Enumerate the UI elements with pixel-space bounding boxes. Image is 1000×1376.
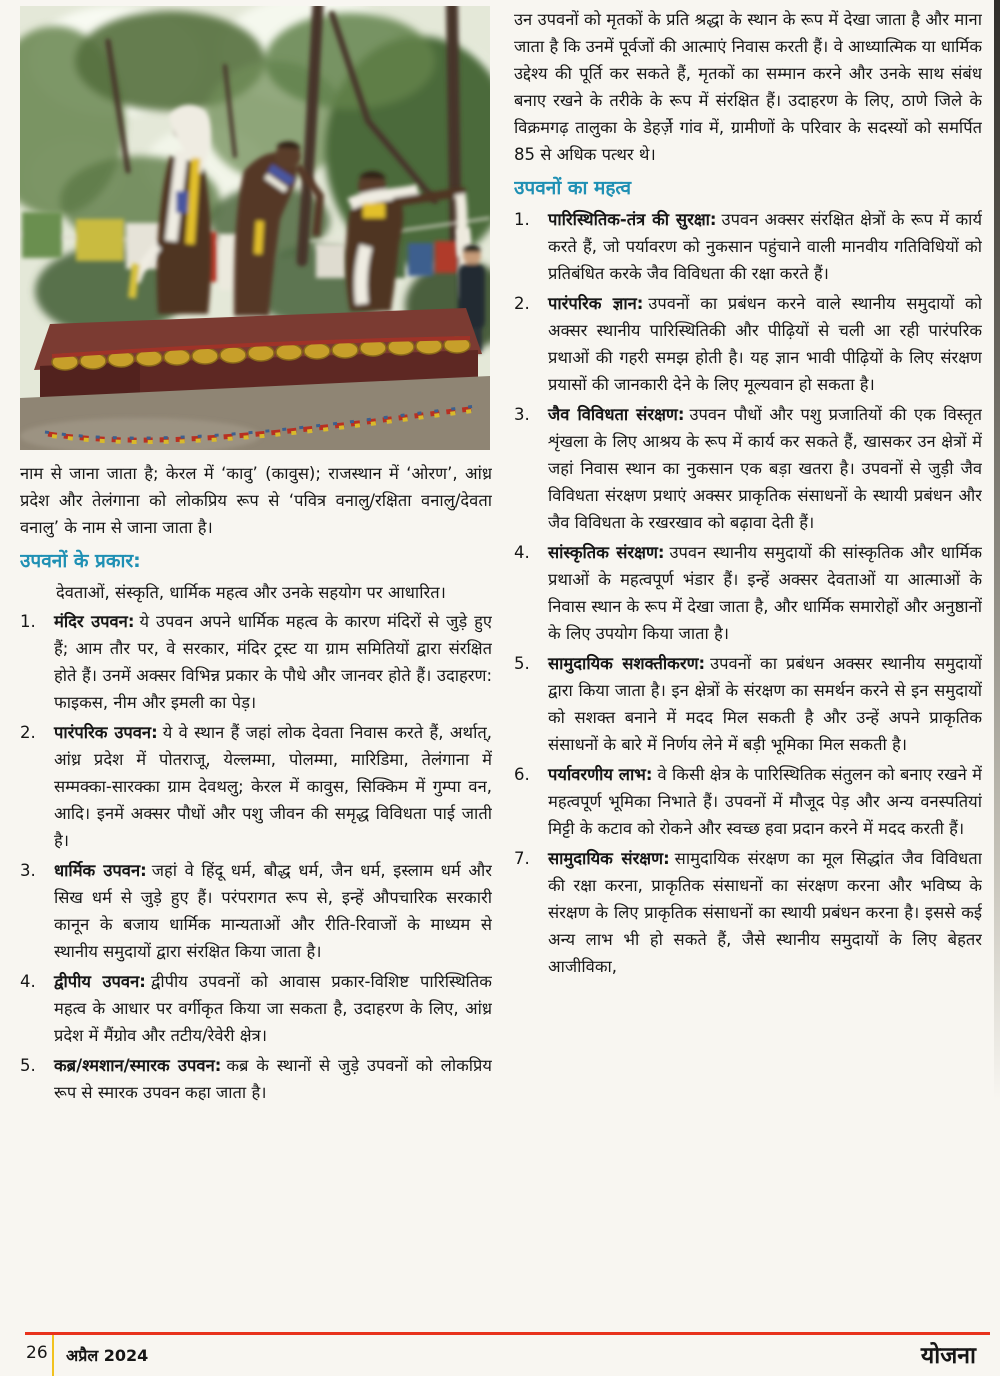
section-heading-types: उपवनों के प्रकार:: [20, 550, 141, 572]
list-item: [20, 968, 492, 1049]
list-item: [20, 719, 492, 854]
page-number: 26: [26, 1343, 48, 1363]
item-label: पारंपरिक उपवन:: [54, 723, 158, 742]
footer-divider: [52, 1335, 54, 1376]
item-number: 6.: [514, 765, 530, 784]
item-number: 5.: [20, 1056, 36, 1075]
list-item: [514, 539, 982, 647]
scan-edge-shadow: [994, 0, 1000, 1100]
item-text: द्वीपीय उपवनों को आवास प्रकार-विशिष्ट पारिस्थितिक महत्व के आधार पर वर्गीकृत किया जा सकता है, उदाहरण के लिए, आंध्र प्रदेश में मैंग्रोव और तटीय/रेवेरी क्षेत्र।: [54, 972, 492, 1045]
item-number: 3.: [20, 861, 36, 880]
item-text: ये उपवन अपने धार्मिक महत्व के कारण मंदिरों से जुड़े हुए हैं; आम तौर पर, वे सरकार, मंदिर ट्रस्ट या ग्राम समितियों द्वारा संरक्षित होते हैं। उनमें अक्सर विभिन्न प्रकार के पौधे और जानवर होते हैं। उदाहरण: फाइकस, नीम और इमली का पेड़।: [54, 612, 492, 712]
item-label: पारंपरिक ज्ञान:: [548, 294, 644, 313]
item-text: उपवन स्थानीय समुदायों की सांस्कृतिक और धार्मिक प्रथाओं के महत्वपूर्ण भंडार हैं। इन्हें अक्सर देवताओं या आत्माओं के निवास स्थान के रूप में देखा जाता है, और धार्मिक समारोहों और अनुष्ठानों के लिए उपयोग किया जाता है।: [548, 543, 982, 643]
item-number: 2.: [514, 294, 530, 313]
item-number: 3.: [514, 405, 530, 424]
item-number: 1.: [514, 210, 530, 229]
item-label: सामुदायिक संरक्षण:: [548, 849, 670, 868]
types-lead-paragraph: देवताओं, संस्कृति, धार्मिक महत्व और उनके सहयोग पर आधारित।: [56, 583, 446, 602]
sacred-grove-photo: [20, 6, 490, 450]
list-item: [20, 1052, 492, 1106]
list-item: [514, 761, 982, 842]
right-intro-paragraph: उन उपवनों को मृतकों के प्रति श्रद्धा के स्थान के रूप में देखा जाता है और माना जाता है कि उनमें पूर्वजों की आत्माएं निवास करती हैं। वे आध्यात्मिक या धार्मिक उद्देश्य की पूर्ति कर सकते हैं, मृतकों का सम्मान करने और उनके साथ संबंध बनाए रखने के तरीके के रूप में संरक्षित हैं। उदाहरण के लिए, ठाणे जिले के विक्रमगढ़ तालुका के डेहर्जे़ गांव में, ग्रामीणों के परिवार के सदस्यों को समर्पित 85 से अधिक पत्थर थे।: [514, 10, 982, 164]
item-text: कब्र के स्थानों से जुड़े उपवनों को लोकप्रिय रूप से स्मारक उपवन कहा जाता है।: [54, 1056, 492, 1102]
page-footer: [0, 1332, 1000, 1376]
item-label: सांस्कृतिक संरक्षण:: [548, 543, 665, 562]
list-item: [514, 290, 982, 398]
item-label: मंदिर उपवन:: [54, 612, 135, 631]
item-label: धार्मिक उपवन:: [54, 861, 147, 880]
item-label: जैव विविधता संरक्षण:: [548, 405, 685, 424]
item-label: पर्यावरणीय लाभ:: [548, 765, 653, 784]
section-heading-importance: उपवनों का महत्व: [514, 177, 632, 199]
importance-list: [514, 206, 982, 980]
item-text: उपवन पौधों और पशु प्रजातियों की एक विस्तृत शृंखला के लिए आश्रय के रूप में कार्य कर सकते हैं, खासकर उन क्षेत्रों में जहां निवास स्थान का नुकसान एक बड़ा खतरा है। उपवनों से जुड़ी जैव विविधता संरक्षण प्रथाएं अक्सर प्राकृतिक संसाधनों के स्थायी प्रबंधन और जैव विविधता के रखरखाव को बढ़ावा देती हैं।: [548, 405, 982, 532]
list-item: [514, 206, 982, 287]
item-text: उपवनों का प्रबंधन अक्सर स्थानीय समुदायों द्वारा किया जाता है। इन क्षेत्रों के संरक्षण का समर्थन करने से इन समुदायों को सशक्त बनाने में मदद मिल सकती है और उन्हें अपने प्राकृतिक संसाधनों के बारे में निर्णय लेने में बड़ी भूमिका मिल सकती है।: [548, 654, 982, 754]
list-item: [514, 401, 982, 536]
issue-date: अप्रैल 2024: [66, 1346, 149, 1365]
left-intro-paragraph: नाम से जाना जाता है; केरल में ‘कावु’ (कावुस); राजस्थान में ‘ओरण’, आंध्र प्रदेश और तेलंगाना को लोकप्रिय रूप से ‘पवित्र वनालु/रक्षिता वनालु/देवता वनालु’ के नाम से जाना जाता है।: [20, 464, 492, 537]
item-number: 4.: [514, 543, 530, 562]
left-column: [20, 6, 492, 1326]
item-number: 5.: [514, 654, 530, 673]
types-list: [20, 608, 492, 1106]
list-item: [514, 845, 982, 980]
item-label: कब्र/श्मशान/स्मारक उपवन:: [54, 1056, 222, 1075]
sacred-grove-photo-art: [20, 6, 490, 450]
item-text: सामुदायिक संरक्षण का मूल सिद्धांत जैव विविधता की रक्षा करना, प्राकृतिक संसाधनों का संरक्षण करना और भविष्य के संरक्षण के लिए प्राकृतिक संसाधनों का स्थायी प्रबंधन करना है। इससे कई अन्य लाभ भी हो सकते हैं, जैसे स्थानीय समुदायों के लिए बेहतर आजीविका,: [548, 849, 982, 976]
list-item: [20, 608, 492, 716]
item-text: वे किसी क्षेत्र के पारिस्थितिक संतुलन को बनाए रखने में महत्वपूर्ण भूमिका निभाते हैं। उपवनों में मौजूद पेड़ और अन्य वनस्पतियां मिट्टी के कटाव को रोकने और स्वच्छ हवा प्रदान करने में मदद करती हैं।: [548, 765, 982, 838]
right-column: [514, 6, 982, 1328]
item-number: 1.: [20, 612, 36, 631]
footer-rule: [25, 1332, 990, 1335]
item-label: सामुदायिक सशक्तीकरण:: [548, 654, 706, 673]
list-item: [20, 857, 492, 965]
item-label: पारिस्थितिक-तंत्र की सुरक्षा:: [548, 210, 717, 229]
item-number: 7.: [514, 849, 530, 868]
item-text: उपवन अक्सर संरक्षित क्षेत्रों के रूप में कार्य करते हैं, जो पर्यावरण को नुकसान पहुंचाने वाली मानवीय गतिविधियों को प्रतिबंधित करके जैव विविधता की रक्षा करते हैं।: [548, 210, 982, 283]
magazine-name: योजना: [920, 1342, 976, 1369]
item-number: 2.: [20, 723, 36, 742]
item-text: जहां वे हिंदू धर्म, बौद्ध धर्म, जैन धर्म, इस्लाम धर्म और सिख धर्म से जुड़े हुए हैं। परंपरागत रूप से, इन्हें औपचारिक सरकारी कानून के बजाय धार्मिक मान्यताओं और रीति-रिवाजों के माध्यम से स्थानीय समुदायों द्वारा संरक्षित किया जाता है।: [54, 861, 492, 961]
item-text: उपवनों का प्रबंधन करने वाले स्थानीय समुदायों को अक्सर स्थानीय पारिस्थितिकी और पीढ़ियों से चली आ रही पारंपरिक प्रथाओं की गहरी समझ होती है। यह ज्ञान भावी पीढ़ियों के लिए संरक्षण प्रयासों की जानकारी देने के लिए मूल्यवान हो सकता है।: [548, 294, 982, 394]
item-number: 4.: [20, 972, 36, 991]
item-text: ये वे स्थान हैं जहां लोक देवता निवास करते हैं, अर्थात्, आंध्र प्रदेश में पोतराजू, येल्लम्मा, पोलम्मा, मारिडिमा, तेलंगाना में सम्मक्का-सारक्का ग्राम देवथलु; केरल में कावुस, सिक्किम में गुम्पा वन, आदि। इनमें अक्सर पौधों और पशु जीवन की समृद्ध विविधता पाई जाती है।: [54, 723, 492, 850]
item-label: द्वीपीय उपवन:: [54, 972, 146, 991]
list-item: [514, 650, 982, 758]
